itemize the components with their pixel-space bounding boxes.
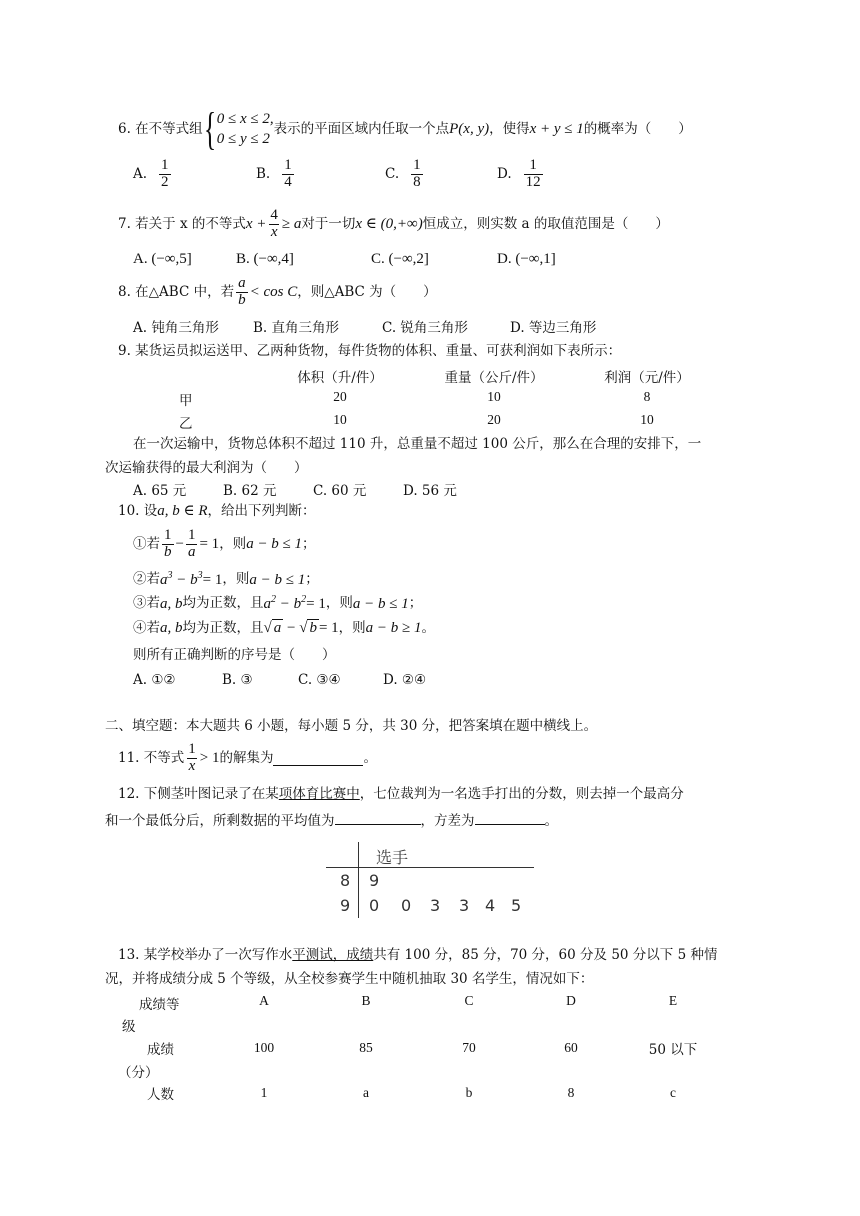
q13-grade: E: [668, 993, 678, 1008]
q13-label-score: 成绩: [147, 1042, 174, 1058]
q8-fraction: $\frac{a}{b}$: [238, 274, 246, 308]
leaf: 9: [369, 871, 380, 890]
q9-option-d: D. 56 元: [403, 483, 457, 499]
q10-option-b: B. ③: [222, 672, 253, 688]
q13-count: c: [670, 1085, 676, 1100]
q13-score: 70: [462, 1040, 476, 1055]
q9-option-c: C. 60 元: [313, 483, 367, 499]
q8-option-a: A. 钝角三角形: [133, 320, 219, 336]
q10-vars: a, b ∈ R: [157, 503, 208, 519]
leaf: 4: [485, 896, 496, 915]
q13-grade: C: [464, 993, 474, 1008]
q6-option-b: [256, 158, 296, 191]
q9-cell: 10: [487, 389, 501, 404]
q13-label-score-unit: （分）: [118, 1065, 159, 1081]
q6-option-c: [385, 158, 425, 191]
brace-symbol: {: [203, 103, 216, 154]
q9-cell: 10: [640, 412, 654, 427]
leaf: 3: [459, 896, 470, 915]
q10-question: 则所有正确判断的序号是（ ）: [133, 647, 336, 663]
q9-cell: 20: [333, 389, 347, 404]
q9-row-label-yi: 乙: [179, 416, 193, 432]
q6-middle: 表示的平面区域内任取一个点: [273, 120, 450, 137]
q10-item1-frac-1: $\frac{1}{b}$: [164, 526, 172, 560]
question-8: [118, 272, 437, 312]
q8-expr: < cos C: [249, 284, 298, 300]
q9-paragraph-line-2: 次运输获得的最大利润为（ ）: [105, 460, 308, 476]
q6-ineq-1: 0 ≤ x ≤ 2,: [216, 110, 274, 127]
option-label: D.: [497, 166, 512, 183]
q13-count: a: [363, 1085, 369, 1100]
q13-label-grade: 成绩等: [139, 997, 180, 1013]
option-label: B.: [256, 166, 271, 183]
question-10: [118, 502, 316, 520]
q9-cell: 8: [643, 389, 651, 404]
q6-option-a: [133, 158, 173, 191]
q12-mean-blank[interactable]: [335, 810, 421, 825]
stem-8: 8: [340, 871, 351, 890]
q7-expr-a: x +: [245, 216, 267, 232]
q8-prefix: 8. 在△ABC 中，若: [118, 283, 235, 300]
q8-suffix: ，则△ABC 为（ ）: [297, 283, 437, 300]
q9-header-profit: 利润（元/件）: [604, 370, 690, 386]
q7-prefix: 7. 若关于 x 的不等式: [118, 215, 246, 232]
stem-divider-horizontal: [326, 867, 534, 868]
q8-option-d: D. 等边三角形: [510, 320, 597, 336]
q11-answer-blank[interactable]: [273, 751, 363, 766]
q7-option-c: C. (−∞,2]: [371, 251, 429, 267]
q13-grade: D: [566, 993, 576, 1008]
q7-domain: x ∈ (0,+∞): [355, 216, 423, 232]
question-13-line-2: 况，并将成绩分成 5 个等级，从全校参赛学生中随机抽取 30 名学生，情况如下：: [105, 971, 594, 987]
option-label: A.: [133, 166, 148, 183]
q9-cell: 20: [487, 412, 501, 427]
option-fraction: $\frac{1}{12}$: [525, 157, 541, 190]
question-12-line-1: 12. 下侧茎叶图记录了在某项体育比赛中，七位裁判为一名选手打出的分数，则去掉一个最高分: [118, 786, 684, 802]
q10-item2-expr: $a^3 - b^3$: [160, 570, 203, 588]
q9-header-weight: 重量（公斤/件）: [444, 370, 544, 386]
q10-item3-expr: $a^2 - b^2$: [263, 594, 307, 612]
q13-grade: B: [361, 993, 371, 1008]
q6-ineq-2: 0 ≤ y ≤ 2: [216, 131, 270, 147]
q8-option-b: B. 直角三角形: [253, 320, 340, 336]
q9-cell: 10: [333, 412, 347, 427]
stem-divider-vertical: [358, 842, 359, 918]
q13-count: b: [465, 1085, 473, 1100]
q13-count: 8: [567, 1085, 575, 1100]
q7-option-b: B. (−∞,4]: [236, 251, 294, 267]
q6-suffix: 的概率为（ ）: [583, 120, 692, 137]
q12-variance-blank[interactable]: [475, 810, 545, 825]
q7-suffix: 恒成立，则实数 a 的取值范围是（ ）: [422, 215, 669, 232]
q7-middle: 对于一切: [301, 215, 356, 232]
section-2-heading: 二、填空题：本大题共 6 小题，每小题 5 分，共 30 分，把答案填在题中横线上。: [105, 718, 598, 734]
q9-paragraph-line-1: 在一次运输中，货物总体积不超过 110 升，总重量不超过 100 公斤，那么在合理的安排下，一: [133, 436, 702, 452]
q9-header-volume: 体积（升/件）: [297, 370, 383, 386]
q8-option-c: C. 锐角三角形: [382, 320, 468, 336]
q13-label-grade-cont: 级: [122, 1019, 136, 1035]
q10-suffix: ，给出下列判断：: [207, 502, 316, 519]
q6-condition: x + y ≤ 1: [529, 121, 584, 137]
q7-option-d: D. (−∞,1]: [497, 251, 556, 267]
q13-label-count: 人数: [147, 1087, 174, 1103]
question-11: 11. 不等式 $\frac{1}{x}$ > 1 的解集为 。: [118, 740, 377, 774]
q10-option-a: A. ①②: [133, 672, 176, 688]
option-label: C.: [385, 166, 400, 183]
question-12-line-2: 和一个最低分后，所剩数据的平均值为 ，方差为 。: [105, 810, 558, 829]
q6-middle2: ，使得: [489, 120, 530, 137]
question-6: [118, 104, 692, 154]
q7-option-a: A. (−∞,5]: [133, 251, 192, 267]
q13-grade: A: [259, 993, 269, 1008]
option-fraction: $\frac{1}{2}$: [161, 157, 169, 190]
q10-item-4: ④若 a, b 均为正数，且 √ a − √ b = 1 ，则 a − b ≥ 1 。: [133, 619, 436, 636]
q6-prefix: 6. 在不等式组: [118, 120, 203, 137]
stem-header: 选手: [376, 848, 409, 867]
q7-expr-b: ≥ a: [281, 216, 302, 232]
q10-option-c: C. ③④: [298, 672, 341, 688]
q13-score: 50 以下: [648, 1042, 698, 1058]
leaf: 5: [511, 896, 522, 915]
q10-item1-frac-2: $\frac{1}{a}$: [187, 526, 196, 560]
q10-option-d: D. ②④: [383, 672, 427, 688]
q10-prefix: 10. 设: [118, 502, 158, 519]
q6-option-d: [497, 158, 545, 191]
q9-option-a: A. 65 元: [133, 483, 187, 499]
q10-item4-expr: √ a − √ b: [263, 620, 317, 636]
option-fraction: $\frac{1}{8}$: [413, 157, 421, 190]
q6-point: P(x, y): [449, 121, 490, 137]
q11-fraction: $\frac{1}{x}$: [188, 740, 196, 774]
q13-score: 85: [359, 1040, 373, 1055]
q9-row-label-jia: 甲: [179, 393, 193, 409]
stem-leaf-plot: [326, 840, 536, 920]
q9-option-b: B. 62 元: [223, 483, 277, 499]
q10-item-2: ②若 $a^3 - b^3$ = 1 ，则 a − b ≤ 1 ；: [133, 570, 319, 588]
question-13-line-1: 13. 某学校举办了一次写作水平测试，成绩共有 100 分，85 分，70 分，60 分及 50 分以下 5 种情: [118, 947, 718, 963]
option-fraction: $\frac{1}{4}$: [284, 157, 292, 190]
leaf: 0: [401, 896, 412, 915]
leaf: 0: [369, 896, 380, 915]
leaf: 3: [430, 896, 441, 915]
question-9: 9. 某货运员拟运送甲、乙两种货物，每件货物的体积、重量、可获利润如下表所示：: [118, 343, 622, 359]
q7-fraction: $\frac{4}{x}$: [270, 206, 278, 240]
q6-inequality-system: [217, 109, 274, 150]
q10-item-3: ③若 a, b 均为正数，且 $a^2 - b^2$ = 1 ，则 a − b ≤ 1 ；: [133, 594, 423, 612]
q10-item-1: ①若 $\frac{1}{b}$ − $\frac{1}{a}$ = 1 ，则 a − b ≤ 1 ；: [133, 526, 316, 560]
stem-9: 9: [340, 896, 351, 915]
q13-score: 100: [253, 1040, 275, 1055]
question-7: [118, 202, 669, 246]
q13-count: 1: [260, 1085, 268, 1100]
q13-score: 60: [564, 1040, 578, 1055]
